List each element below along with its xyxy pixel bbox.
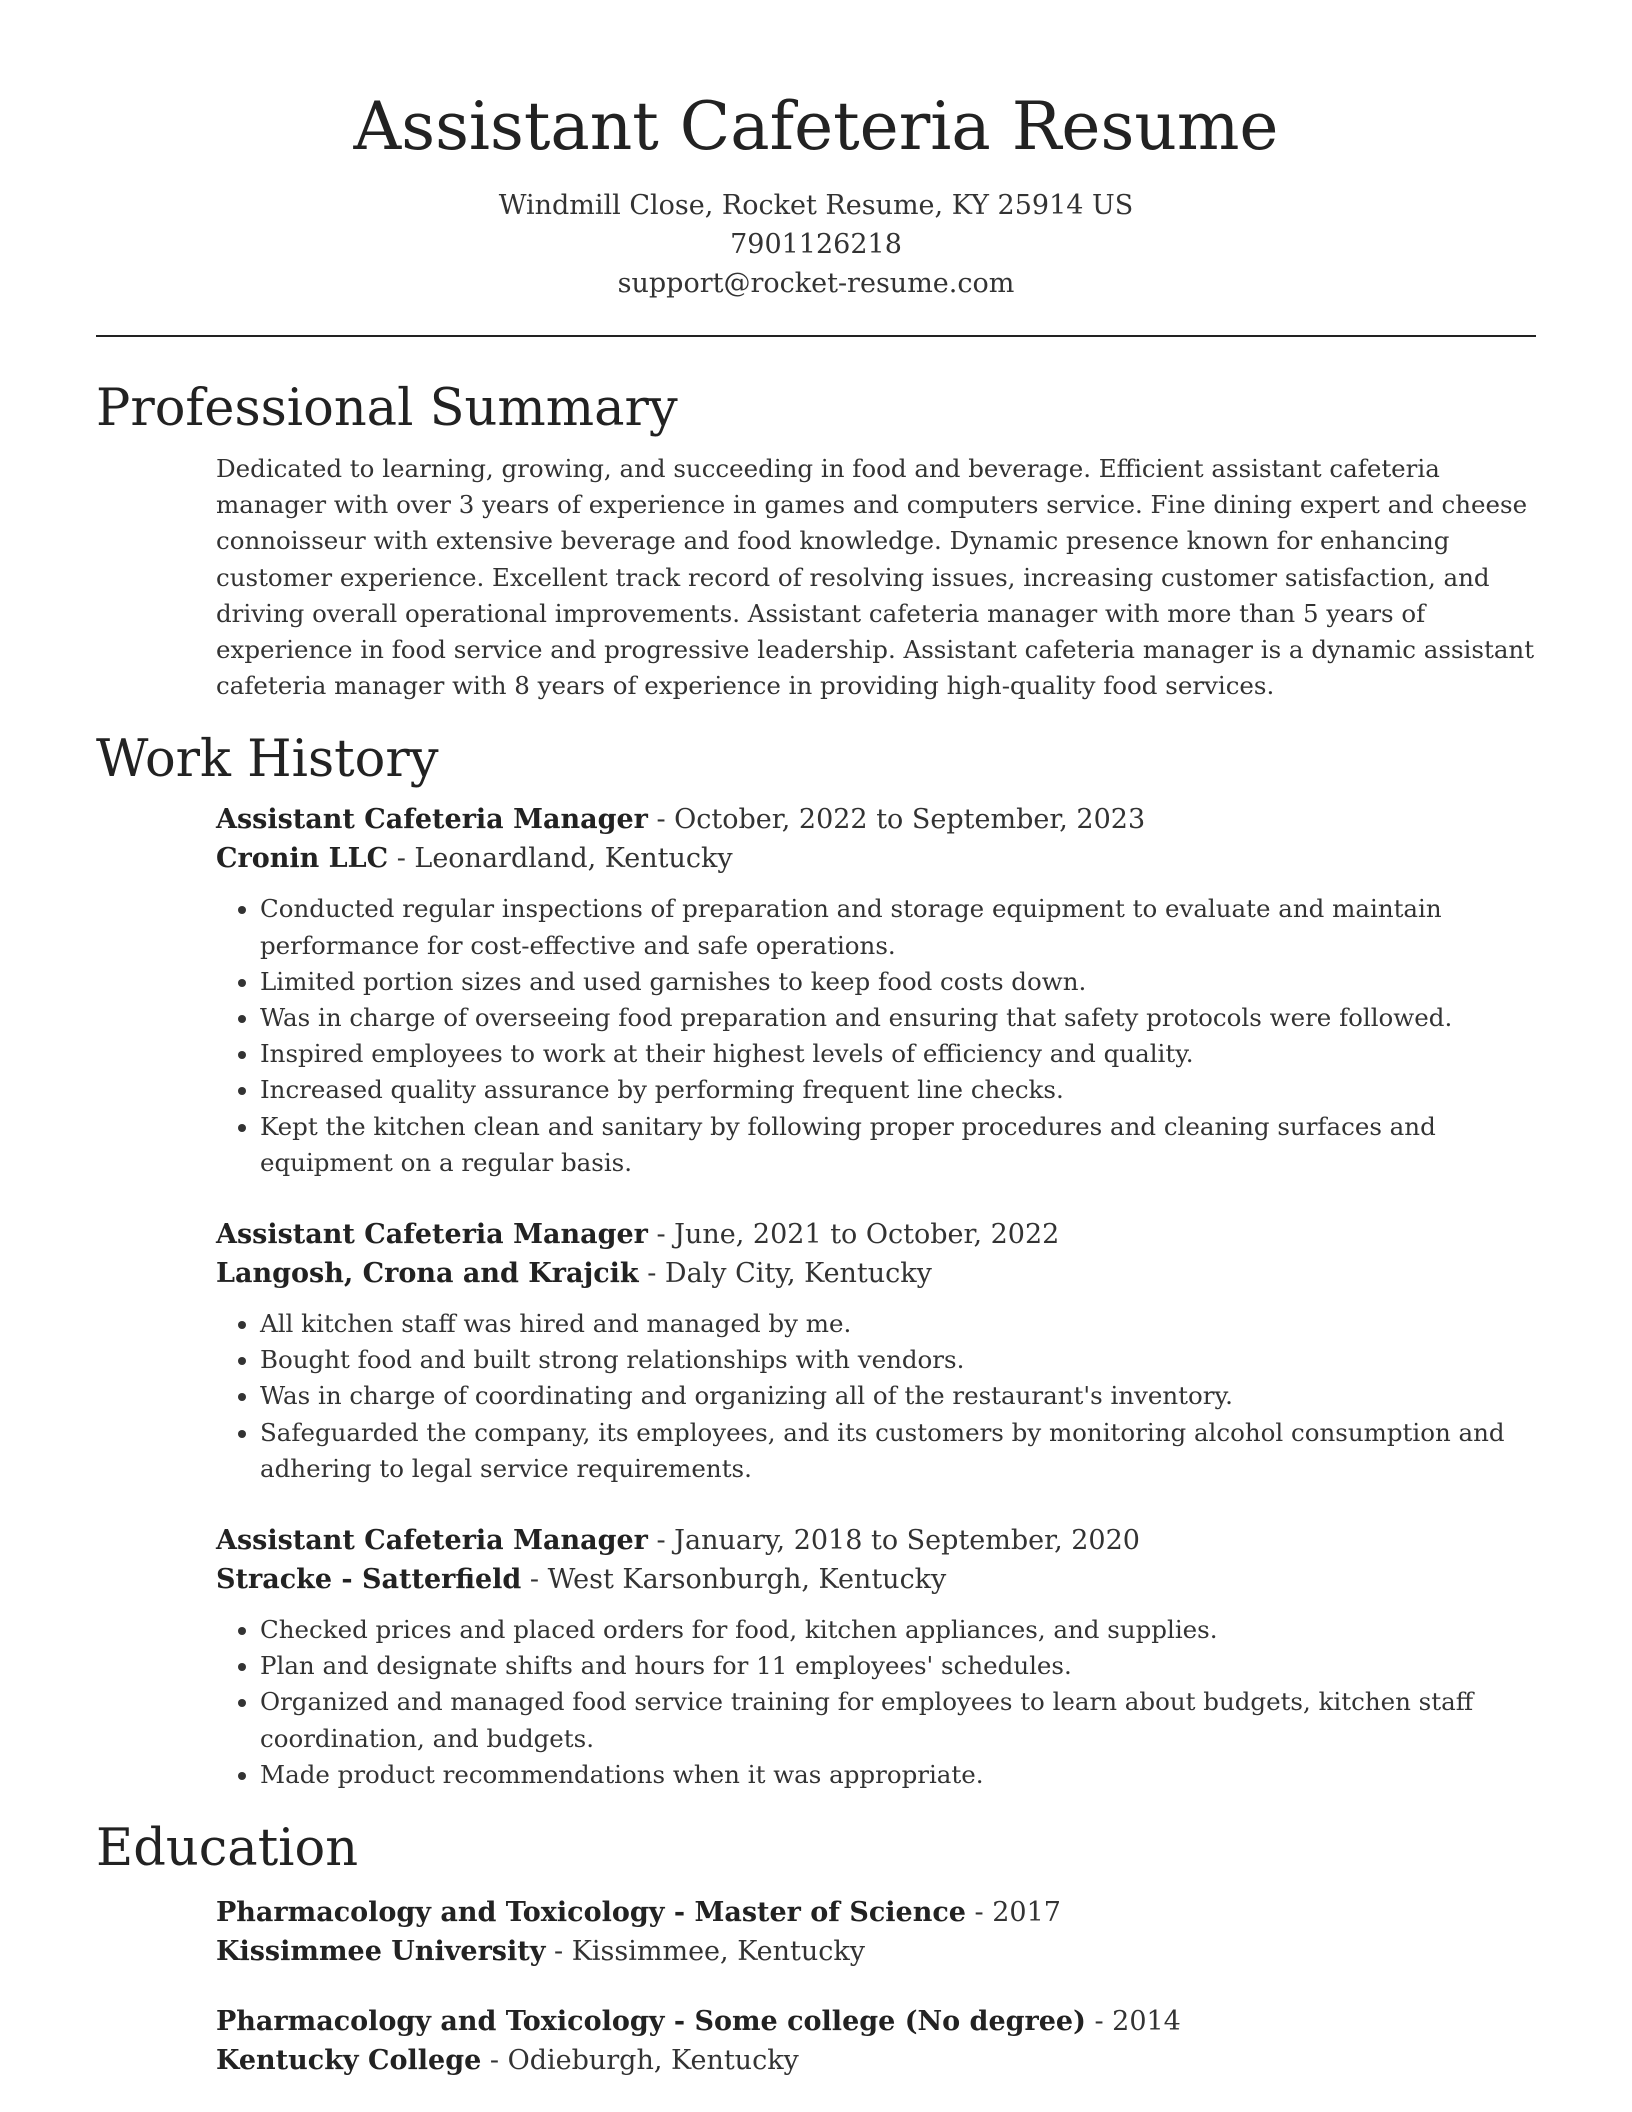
- job-title: Assistant Cafeteria Manager: [216, 804, 648, 836]
- job-bullets: [216, 891, 1536, 1181]
- job-title: Assistant Cafeteria Manager: [216, 1219, 648, 1251]
- summary-body: [216, 451, 1536, 704]
- job-company: Langosh, Crona and Krajcik: [216, 1258, 639, 1290]
- job-bullet: • Was in charge of coordinating and organizing all of the restaurant's inventory.: [260, 1378, 1536, 1414]
- education-body: [216, 1893, 1536, 2081]
- resume-title: Assistant Cafeteria Resume: [353, 88, 1279, 165]
- resume-header: [96, 0, 1536, 303]
- contact-email: support@rocket-resume.com: [617, 268, 1015, 299]
- job-entry: [216, 1215, 1536, 1487]
- education-degree: Pharmacology and Toxicology - Some college (No degree): [216, 2006, 1086, 2038]
- job-company: Stracke - Satterfield: [216, 1564, 522, 1596]
- job-location: - West Karsonburgh, Kentucky: [521, 1564, 947, 1596]
- education-degree: Pharmacology and Toxicology - Master of Science: [216, 1897, 966, 1929]
- job-entry: [216, 1521, 1536, 1793]
- education-school-line: [216, 1932, 1536, 1972]
- education-school: Kissimmee University: [216, 1936, 546, 1968]
- job-company: Cronin LLC: [216, 843, 389, 875]
- job-bullets: [216, 1306, 1536, 1487]
- education-location: - Odieburgh, Kentucky: [481, 2045, 799, 2077]
- education-school-line: [216, 2041, 1536, 2081]
- section-heading-work: Work History: [96, 730, 439, 790]
- section-heading-education: Education: [96, 1819, 359, 1879]
- contact-address: Windmill Close, Rocket Resume, KY 25914 US: [498, 190, 1134, 221]
- work-history-body: [216, 800, 1536, 1793]
- job-company-line: [216, 1560, 1536, 1600]
- job-bullet: • Plan and designate shifts and hours for 11 employees' schedules.: [260, 1648, 1536, 1684]
- job-bullet: • Organized and managed food service training for employees to learn about budgets, kitchen staff coordination, and budgets.: [260, 1684, 1536, 1756]
- job-location: - Daly City, Kentucky: [638, 1258, 932, 1290]
- job-dates: - June, 2021 to October, 2022: [647, 1219, 1060, 1251]
- education-location: - Kissimmee, Kentucky: [545, 1936, 865, 1968]
- job-company-line: [216, 839, 1536, 879]
- job-bullet: • All kitchen staff was hired and managed by me.: [260, 1306, 1536, 1342]
- job-bullet: • Inspired employees to work at their highest levels of efficiency and quality.: [260, 1036, 1536, 1072]
- job-title-line: [216, 1521, 1536, 1560]
- job-dates: - January, 2018 to September, 2020: [647, 1525, 1140, 1557]
- section-heading-summary: Professional Summary: [96, 379, 678, 438]
- job-bullet: • Safeguarded the company, its employees, and its customers by monitoring alcohol consumption and adhering to legal service requirements.: [260, 1415, 1536, 1487]
- summary-text: Dedicated to learning, growing, and succeeding in food and beverage. Efficient assistant cafeteria manager with over 3 years of experience in games and computers service. Fine dining expert and cheese connoisseur with extensive beverage and food knowledge. Dynamic presence known for enhancing customer experience. Excellent track record of resolving issues, increasing customer satisfaction, and driving overall operational improvements. Assistant cafeteria manager with more than 5 years of experience in food service and progressive leadership. Assistant cafeteria manager is a dynamic assistant cafeteria manager with 8 years of experience in providing high-quality food services.: [216, 454, 1535, 701]
- job-bullet: • Made product recommendations when it was appropriate.: [260, 1757, 1536, 1793]
- job-bullet: • Was in charge of overseeing food preparation and ensuring that safety protocols were followed.: [260, 1000, 1536, 1036]
- job-bullet: • Limited portion sizes and used garnishes to keep food costs down.: [260, 964, 1536, 1000]
- contact-phone: 7901126218: [730, 229, 902, 260]
- job-entry: [216, 800, 1536, 1181]
- job-bullets: [216, 1612, 1536, 1793]
- job-company-line: [216, 1254, 1536, 1294]
- job-bullet: • Checked prices and placed orders for food, kitchen appliances, and supplies.: [260, 1612, 1536, 1648]
- job-bullet: • Bought food and built strong relationships with vendors.: [260, 1342, 1536, 1378]
- job-title: Assistant Cafeteria Manager: [216, 1525, 648, 1557]
- education-entry: [216, 2002, 1536, 2081]
- education-section: [96, 1815, 1536, 2081]
- education-entry: [216, 1893, 1536, 1972]
- job-location: - Leonardland, Kentucky: [388, 843, 733, 875]
- job-title-line: [216, 800, 1536, 839]
- education-year: - 2017: [965, 1897, 1061, 1929]
- education-school: Kentucky College: [216, 2045, 482, 2077]
- contact-info: [96, 186, 1536, 303]
- education-degree-line: [216, 1893, 1536, 1932]
- job-bullet: • Increased quality assurance by performing frequent line checks.: [260, 1072, 1536, 1108]
- job-dates: - October, 2022 to September, 2023: [647, 804, 1146, 836]
- job-title-line: [216, 1215, 1536, 1254]
- education-degree-line: [216, 2002, 1536, 2041]
- job-bullet: • Kept the kitchen clean and sanitary by following proper procedures and cleaning surfaces and equipment on a regular basis.: [260, 1109, 1536, 1181]
- job-bullet: • Conducted regular inspections of preparation and storage equipment to evaluate and maintain performance for cost-effective and safe operations.: [260, 891, 1536, 963]
- header-divider: [96, 335, 1536, 337]
- professional-summary-section: [96, 375, 1536, 704]
- work-history-section: [96, 726, 1536, 1793]
- education-year: - 2014: [1085, 2006, 1181, 2038]
